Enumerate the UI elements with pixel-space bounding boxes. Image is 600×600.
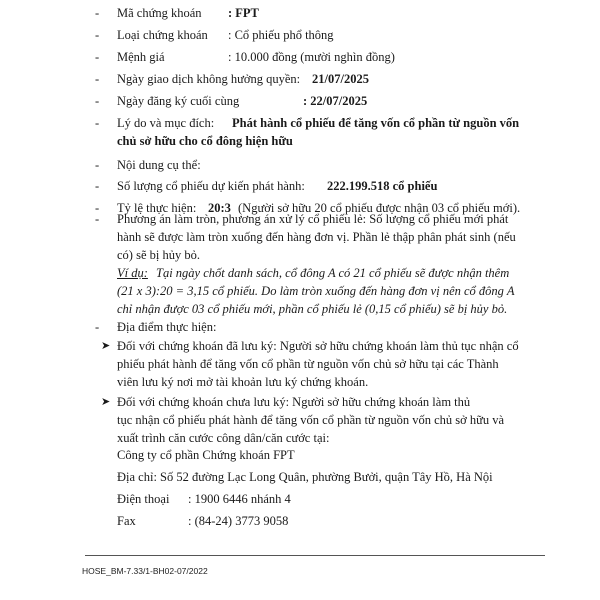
label-ngay-gd: Ngày giao dịch không hưởng quyền: (117, 72, 301, 86)
chua-luu-ky-line2: tục nhận cổ phiếu phát hành để tăng vốn cổ phần từ nguồn vốn chủ sở hữu và (117, 413, 505, 427)
arrow-bullet-icon: ➤ (101, 396, 111, 408)
bullet-dash: - (95, 50, 100, 64)
value-ngay-gd: 21/07/2025 (312, 72, 369, 86)
label-ngay-dk: Ngày đăng ký cuối cùng (117, 94, 240, 108)
phuong-an-line3: có) sẽ bị hủy bỏ. (117, 248, 200, 262)
value-so-luong: 222.199.518 cổ phiếu (327, 179, 438, 193)
value-ly-do-line2: chủ sở hữu cho cổ đông hiện hữu (117, 134, 293, 148)
value-phone: : 1900 6446 nhánh 4 (188, 492, 291, 506)
da-luu-ky-line2: phiếu phát hành để tăng vốn cổ phần từ nguồn vốn chủ sở hữu tại các Thành (117, 357, 499, 371)
bullet-dash: - (95, 212, 100, 226)
bullet-dash: - (95, 201, 100, 215)
value-ty-le: 20:3 (208, 201, 231, 215)
bullet-dash: - (95, 158, 100, 172)
label-phone: Điện thoại (117, 492, 170, 506)
chua-luu-ky-line3: xuất trình căn cước công dân/căn cước tại: (117, 431, 330, 445)
company-address: Địa chỉ: Số 52 đường Lạc Long Quân, phường Bưởi, quận Tây Hồ, Hà Nội (117, 470, 493, 484)
label-menh-gia: Mệnh giá (117, 50, 165, 64)
label-fax: Fax (117, 514, 136, 528)
bullet-dash: - (95, 6, 100, 20)
bullet-dash: - (95, 179, 100, 193)
company-name: Công ty cổ phần Chứng khoán FPT (117, 448, 295, 462)
value-fax: : (84-24) 3773 9058 (188, 514, 289, 528)
bullet-dash: - (95, 72, 100, 86)
form-code: HOSE_BM-7.33/1-BH02-07/2022 (82, 566, 208, 576)
vi-du-line3: chỉ nhận được 03 cổ phiếu mới, phần cổ phiếu lẻ (0,15 cổ phiếu) sẽ bị hủy bỏ. (117, 302, 508, 316)
value-ngay-dk: : 22/07/2025 (303, 94, 368, 108)
da-luu-ky-line3: viên lưu ký nơi mở tài khoản lưu ký chứng khoán. (117, 375, 369, 389)
label-ty-le: Tỷ lệ thực hiện: (117, 201, 197, 215)
label-dia-diem: Địa điểm thực hiện: (117, 320, 217, 334)
bullet-dash: - (95, 116, 100, 130)
value-ma-ck: : FPT (228, 6, 259, 20)
vi-du-line2: (21 x 3):20 = 3,15 cổ phiếu. Do làm tròn xuống đến hàng đơn vị nên cổ đông A (117, 284, 515, 298)
bullet-dash: - (95, 28, 100, 42)
da-luu-ky-line1: Đối với chứng khoán đã lưu ký: Người sở hữu chứng khoán làm thủ tục nhận cổ (117, 339, 519, 353)
chua-luu-ky-line1: Đối với chứng khoán chưa lưu ký: Người sở hữu chứng khoán làm thủ (117, 395, 471, 409)
label-so-luong: Số lượng cổ phiếu dự kiến phát hành: (117, 179, 305, 193)
footer-divider (85, 555, 545, 556)
label-ma-ck: Mã chứng khoán (117, 6, 202, 20)
value-ly-do-line1: Phát hành cổ phiếu để tăng vốn cổ phần từ nguồn vốn (232, 116, 520, 130)
arrow-bullet-icon: ➤ (101, 340, 111, 352)
bullet-dash: - (95, 320, 100, 334)
label-loai-ck: Loại chứng khoán (117, 28, 208, 42)
vi-du-label: Ví dụ: (117, 266, 148, 280)
label-ly-do: Lý do và mục đích: (117, 116, 215, 130)
phuong-an-line1: Phương án làm tròn, phương án xử lý cổ phiếu lẻ: Số lượng cổ phiếu mới phát (117, 212, 509, 226)
phuong-an-line2: hành sẽ được làm tròn xuống đến hàng đơn vị. Phần lẻ thập phân phát sinh (nếu (117, 230, 516, 244)
label-noi-dung: Nội dung cụ thể: (117, 158, 201, 172)
bullet-dash: - (95, 94, 100, 108)
value-loai-ck: : Cổ phiếu phổ thông (228, 28, 334, 42)
value-menh-gia: : 10.000 đồng (mười nghìn đồng) (228, 50, 395, 64)
note-ty-le: (Người sở hữu 20 cổ phiếu được nhận 03 cổ phiếu mới). (238, 201, 521, 215)
vi-du-line1: Tại ngày chốt danh sách, cổ đông A có 21 cổ phiếu sẽ được nhận thêm (156, 266, 510, 280)
